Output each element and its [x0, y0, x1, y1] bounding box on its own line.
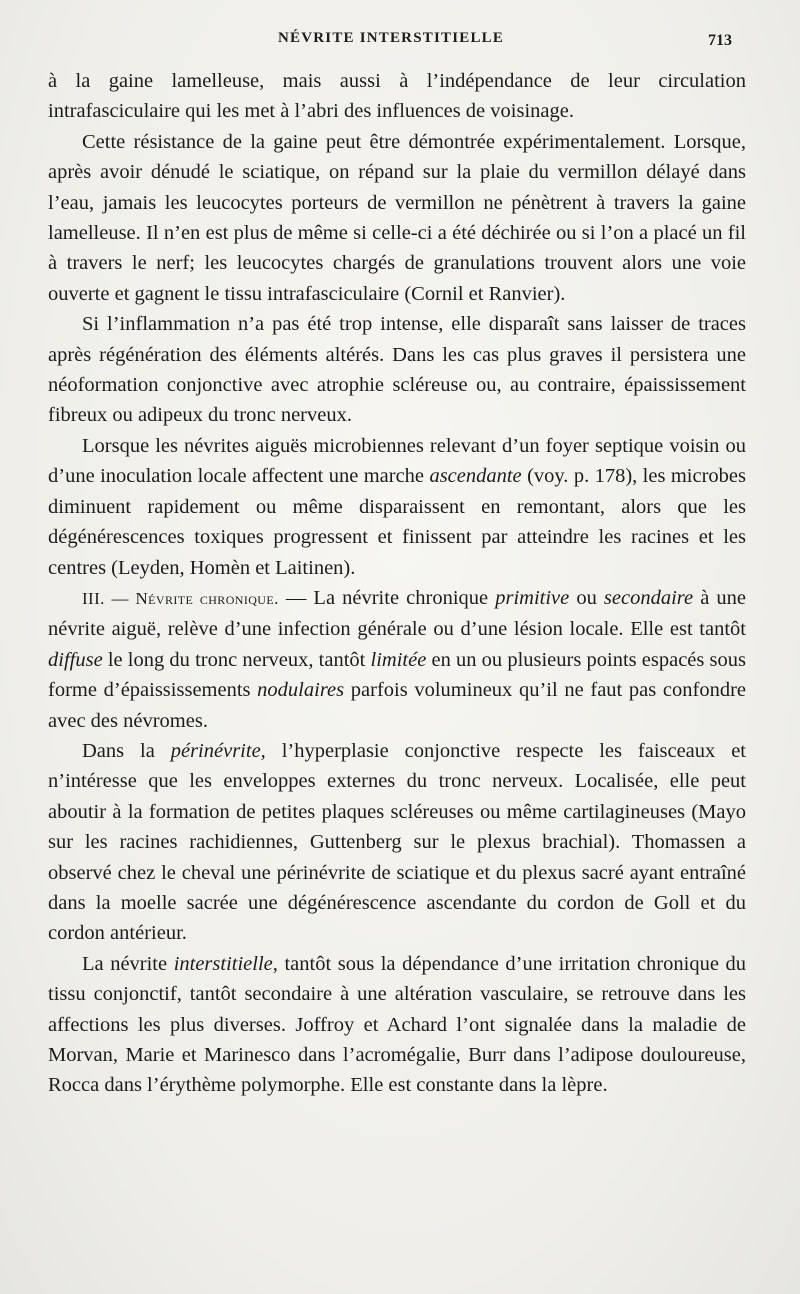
- paragraph: Si l’inflammation n’a pas été trop intense, elle disparaît sans laisser de traces après régénération des éléments altérés. Dans les cas plus graves il persistera une néoformation conjonctive avec atrophie scléreuse ou, au contraire, épaississement fibreux ou adipeux du tronc nerveux.: [48, 313, 746, 427]
- text-run: Lorsque les névrites aiguës microbiennes relevant d’un foyer septique voisin ou d’une inoculation locale affectent une marche: [48, 434, 746, 488]
- italic-term: diffuse: [48, 648, 103, 671]
- italic-term: limitée: [370, 648, 427, 671]
- italic-term: primitive: [495, 586, 570, 609]
- section-heading: III. — Névrite chronique.: [82, 588, 279, 608]
- text-run: parfois volumineux qu’il ne faut pas confondre avec des névromes.: [48, 679, 746, 732]
- italic-term: secondaire: [603, 586, 694, 609]
- italic-term: ascendante: [429, 465, 522, 488]
- paragraph: [48, 431, 746, 583]
- text-run: à une névrite aiguë, relève d’une infection générale ou d’une lésion locale. Elle est tantôt: [48, 586, 746, 641]
- paragraph: Cette résistance de la gaine peut être démontrée expérimentalement. Lorsque, après avoir dénudé le sciatique, on répand sur la plaie du vermillon délayé dans l’eau, jamais les leucocytes porteurs de vermillon ne pénètrent à travers la gaine lamelleuse. Il n’en est plus de même si celle-ci a été déchirée ou si l’on a placé un fil à travers le nerf; les leucocytes chargés de granulations trouvent alors une voie ouverte et gagnent le tissu intrafasciculaire (Cornil et Ranvier).: [48, 130, 746, 305]
- paragraph: [48, 736, 746, 949]
- text-run: — La névrite chronique: [278, 586, 496, 609]
- page-header: [0, 30, 800, 56]
- italic-term: nodulaires: [257, 679, 345, 702]
- paragraph: à la gaine lamelleuse, mais aussi à l’indépendance de leur circulation intrafasciculaire qui les met à l’abri des influences de voisinage.: [48, 70, 746, 123]
- text-run: Dans la: [82, 739, 171, 762]
- paragraph: [48, 583, 746, 736]
- text-run: en un ou plusieurs points espacés sous forme d’épaississements: [48, 648, 746, 702]
- text-run: tantôt sous la dépendance d’une irritation chronique du tissu conjonctif, tantôt secondaire à une altération vasculaire, se retrouve dans les affections les plus diverses. Joffroy et Achard l’ont signalée dans la maladie de Morvan, Marie et Marinesco dans l’acromégalie, Burr dans l’adipose douloureuse, Rocca dans l’érythème polymorphe. Elle est constante dans la lèpre.: [48, 952, 746, 1097]
- italic-term: interstitielle,: [173, 952, 278, 975]
- text-run: (voy. p. 178), les microbes diminuent rapidement ou même disparaissent en remontant, alors que les dégénérescences toxiques progressent et finissent par atteindre les racines et les centres (Leyden, Homèn et Laitinen).: [48, 465, 746, 579]
- text-run: La névrite: [82, 952, 174, 975]
- paragraph: [48, 949, 746, 1101]
- text-run: ou: [569, 586, 604, 609]
- running-title: NÉVRITE INTERSTITIELLE: [278, 30, 505, 46]
- italic-term: périnévrite,: [170, 739, 266, 762]
- text-run: l’hyperplasie conjonctive respecte les faisceaux et n’intéresse que les enveloppes externes du tronc nerveux. Localisée, elle peut aboutir à la formation de petites plaques scléreuses ou même cartilagineuses (Mayo sur les racines rachidiennes, Guttenberg sur le plexus brachial). Thomassen a observé chez le cheval une périnévrite de sciatique et du plexus sacré ayant entraîné dans la moelle sacrée une dégénérescence ascendante du cordon de Goll et du cordon antérieur.: [48, 739, 746, 945]
- body-text: [48, 66, 746, 1101]
- text-run: le long du tronc nerveux, tantôt: [102, 648, 371, 671]
- page-number: 713: [708, 32, 732, 49]
